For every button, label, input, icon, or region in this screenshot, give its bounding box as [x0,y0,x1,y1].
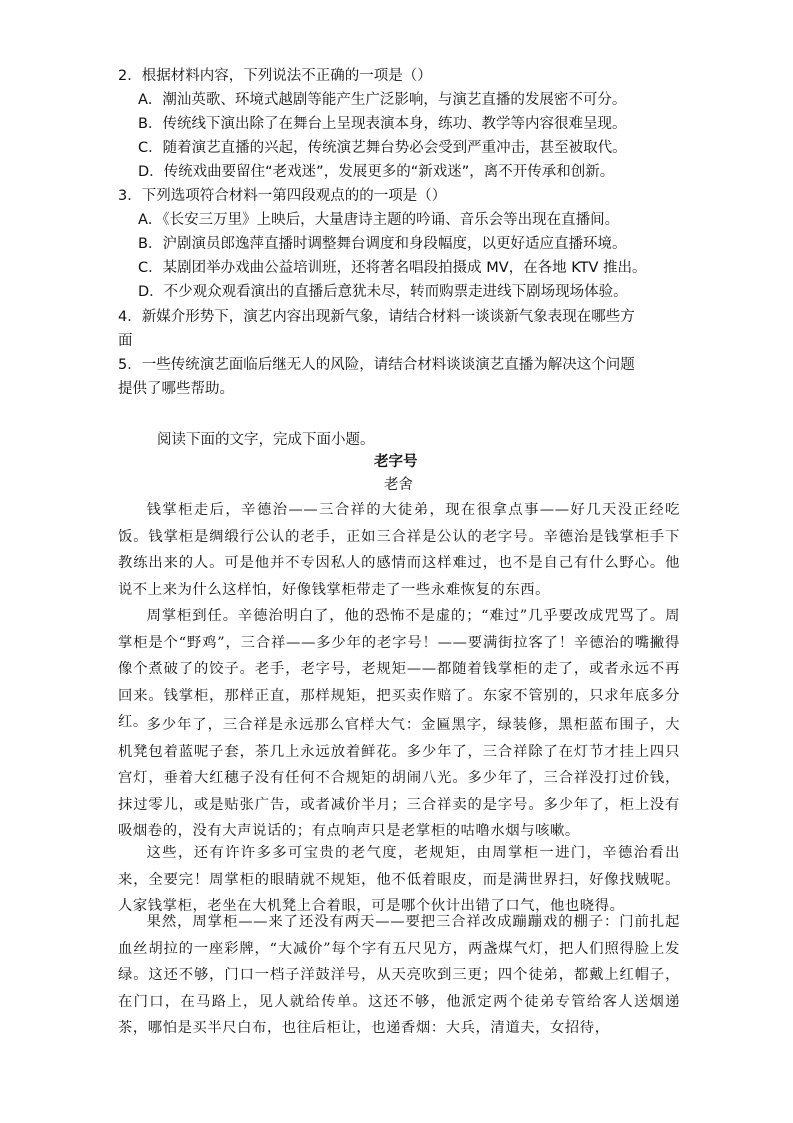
question-3-stem: 3．下列选项符合材料一第四段观点的的一项是（） [118,188,447,204]
question-3-option-c: C．某剧团举办戏曲公益培训班，还将著名唱段拍摄成 MV，在各地 KTV 推出。 [138,260,647,276]
question-2-option-b: B．传统线下演出除了在舞台上呈现表演本身，练功、教学等内容很难呈现。 [138,116,627,132]
question-3-option-a: A．《长安三万里》上映后，大量唐诗主题的吟诵、音乐会等出现在直播间。 [138,212,620,228]
reading-intro: 阅读下面的文字，完成下面小题。 [157,432,375,448]
article-paragraph-2: 周掌柜到任。辛德治明白了，他的恐怖不是虚的；“难过”几乎要改成咒骂了。周掌柜是个“野鸡”，三合祥——多少年的老字号！——要满街拉客了！辛德治的嘴撇得像个煮破了的饺子。老手，老字号，老规矩——都随着钱掌柜的走了，或者永远不再回来。钱掌柜，那样正直，那样规矩，把买卖作赔了。东家不管别的，只求年底多分红。 [118,608,680,730]
question-2-stem: 2．根据材料内容，下列说法不正确的一项是（） [118,68,432,84]
article-paragraph-3: 多少年了，三合祥是永远那么官样大气：金匾黑字，绿装修，黑柜蓝布围子，大机凳包着蓝呢子套，茶几上永远放着鲜花。多少年了，三合祥除了在灯节才挂上四只宫灯，垂着大红穗子没有任何不合规矩的胡闹八光。多少年了，三合祥没打过价钱，抹过零儿，或是贴张广告，或者减价半月；三合祥卖的是字号。多少年了，柜上没有吸烟卷的，没有大声说话的；有点响声只是老掌柜的咕噜水烟与咳嗽。 [118,717,680,839]
question-4-line-2: 面 [118,333,133,349]
article-paragraph-4: 这些，还有许许多多可宝贵的老气度，老规矩，由周掌柜一进门，辛德治看出来，全要完！周掌柜的眼睛就不规矩，他不低着眼皮，而是满世界扫，好像找贼呢。人家钱掌柜，老坐在大机凳上合着眼，可是哪个伙计出错了口气，他也晓得。 [118,845,680,914]
question-5-line-1: 5．一些传统演艺面临后继无人的风险，请结合材料谈谈演艺直播为解决这个问题 [118,357,635,373]
question-5-line-2: 提供了哪些帮助。 [118,381,234,397]
question-3-option-d: D．不少观众观看演出的直播后意犹未尽，转而购票走进线下剧场现场体验。 [138,284,628,300]
article-author: 老舍 [384,477,413,493]
article-paragraph-1: 钱掌柜走后，辛德治——三合祥的大徒弟，现在很拿点事——好几天没正经吃饭。钱掌柜是绸缎行公认的老手，正如三合祥是公认的老字号。辛德治是钱掌柜手下教练出来的人。可是他并不专因私人的感情而这样难过，也不是自己有什么野心。他说不上来为什么这样怕，好像钱掌柜带走了一些永难恢复的东西。 [118,502,680,598]
question-4-line-1: 4．新媒介形势下，演艺内容出现新气象，请结合材料一谈谈新气象表现在哪些方 [118,309,635,325]
article-title: 老字号 [374,453,418,470]
article-paragraph-5: 果然，周掌柜——来了还没有两天——要把三合祥改成蹦蹦戏的棚子：门前扎起血丝胡拉的一座彩牌，“大减价”每个字有五尺见方，两盏煤气灯，把人们照得脸上发绿。这还不够，门口一档子洋鼓洋号，从天亮吹到三更；四个徒弟，都戴上红帽子，在门口，在马路上，见人就给传单。这还不够，他派定两个徒弟专管给客人送烟递茶，哪怕是买半尺白布，也往后柜让，也递香烟：大兵，清道夫，女招待， [118,914,680,1036]
question-2-option-a: A．潮汕英歌、环境式越剧等能产生广泛影响，与演艺直播的发展密不可分。 [138,92,627,108]
question-2-option-d: D．传统戏曲要留住“老戏迷”，发展更多的“新戏迷”，离不开传承和创新。 [138,164,615,180]
question-3-option-b: B．沪剧演员郎逸萍直播时调整舞台调度和身段幅度，以更好适应直播环境。 [138,236,627,252]
question-2-option-c: C．随着演艺直播的兴起，传统演艺舞台势必会受到严重冲击，甚至被取代。 [138,140,627,156]
